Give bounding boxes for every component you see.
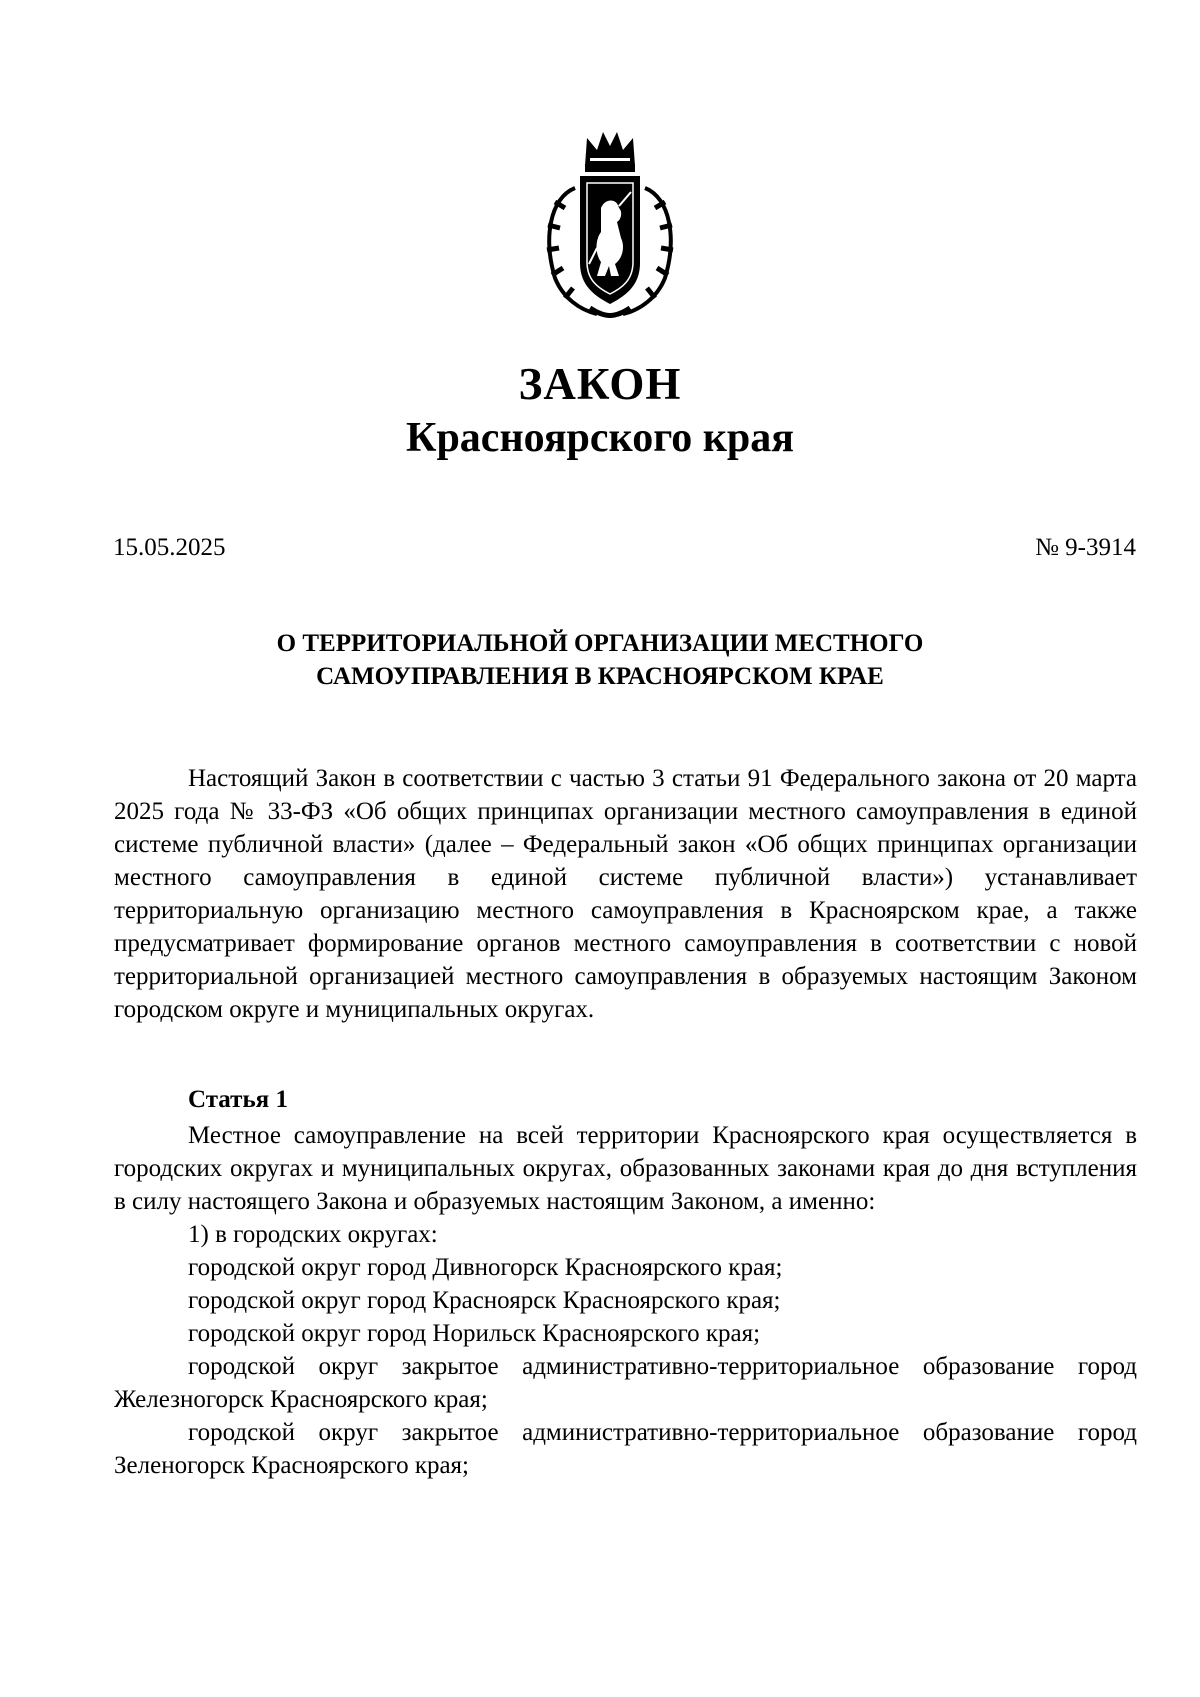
- law-title-line: О ТЕРРИТОРИАЛЬНОЙ ОРГАНИЗАЦИИ МЕСТНОГО: [276, 630, 924, 657]
- list-item: городской округ закрытое административно-территориальное образование город Железногорск Красноярского края;: [114, 1353, 1137, 1413]
- law-number: № 9-3914: [1035, 534, 1136, 561]
- law-title-line: САМОУПРАВЛЕНИЯ В КРАСНОЯРСКОМ КРАЕ: [316, 663, 884, 690]
- list-item: городской округ город Дивногорск Красноярского края;: [188, 1254, 783, 1281]
- list-item: городской округ город Красноярск Красноярского края;: [188, 1287, 781, 1314]
- list-item: городской округ город Норильск Красноярского края;: [188, 1320, 761, 1347]
- list-item: городской округ закрытое административно-территориальное образование город Зеленогорск Красноярского края;: [114, 1419, 1137, 1479]
- article-intro-paragraph: Местное самоуправление на всей территории Красноярского края осуществляется в городских округах и муниципальных округах, образованных законами края до дня вступления в силу настоящего Закона и образуемых настоящим Законом, а именно:: [114, 1122, 1137, 1215]
- law-title: [0, 627, 1200, 693]
- document-type-title: ЗАКОН: [518, 359, 682, 409]
- coat-of-arms-emblem: [535, 128, 685, 323]
- list-item: 1) в городских округах:: [188, 1221, 438, 1248]
- article-body: [114, 1119, 1137, 1482]
- preamble-paragraph: Настоящий Закон в соответствии с частью 3 статьи 91 Федерального закона от 20 марта 2025 года № 33-ФЗ «Об общих принципах организации местного самоуправления в единой системе публичной власти» (далее – Федеральный закон «Об общих принципах организации местного самоуправления в единой системе публичной власти») устанавливает территориальную организацию местного самоуправления в Красноярском крае, а также предусматривает формирование органов местного самоуправления в соответствии с новой территориальной организацией местного самоуправления в образуемых настоящим Законом городском округе и муниципальных округах.: [114, 765, 1137, 1023]
- article-heading: Статья 1: [188, 1086, 288, 1113]
- law-date: 15.05.2025: [113, 534, 226, 561]
- issuing-region: Красноярского края: [405, 415, 795, 461]
